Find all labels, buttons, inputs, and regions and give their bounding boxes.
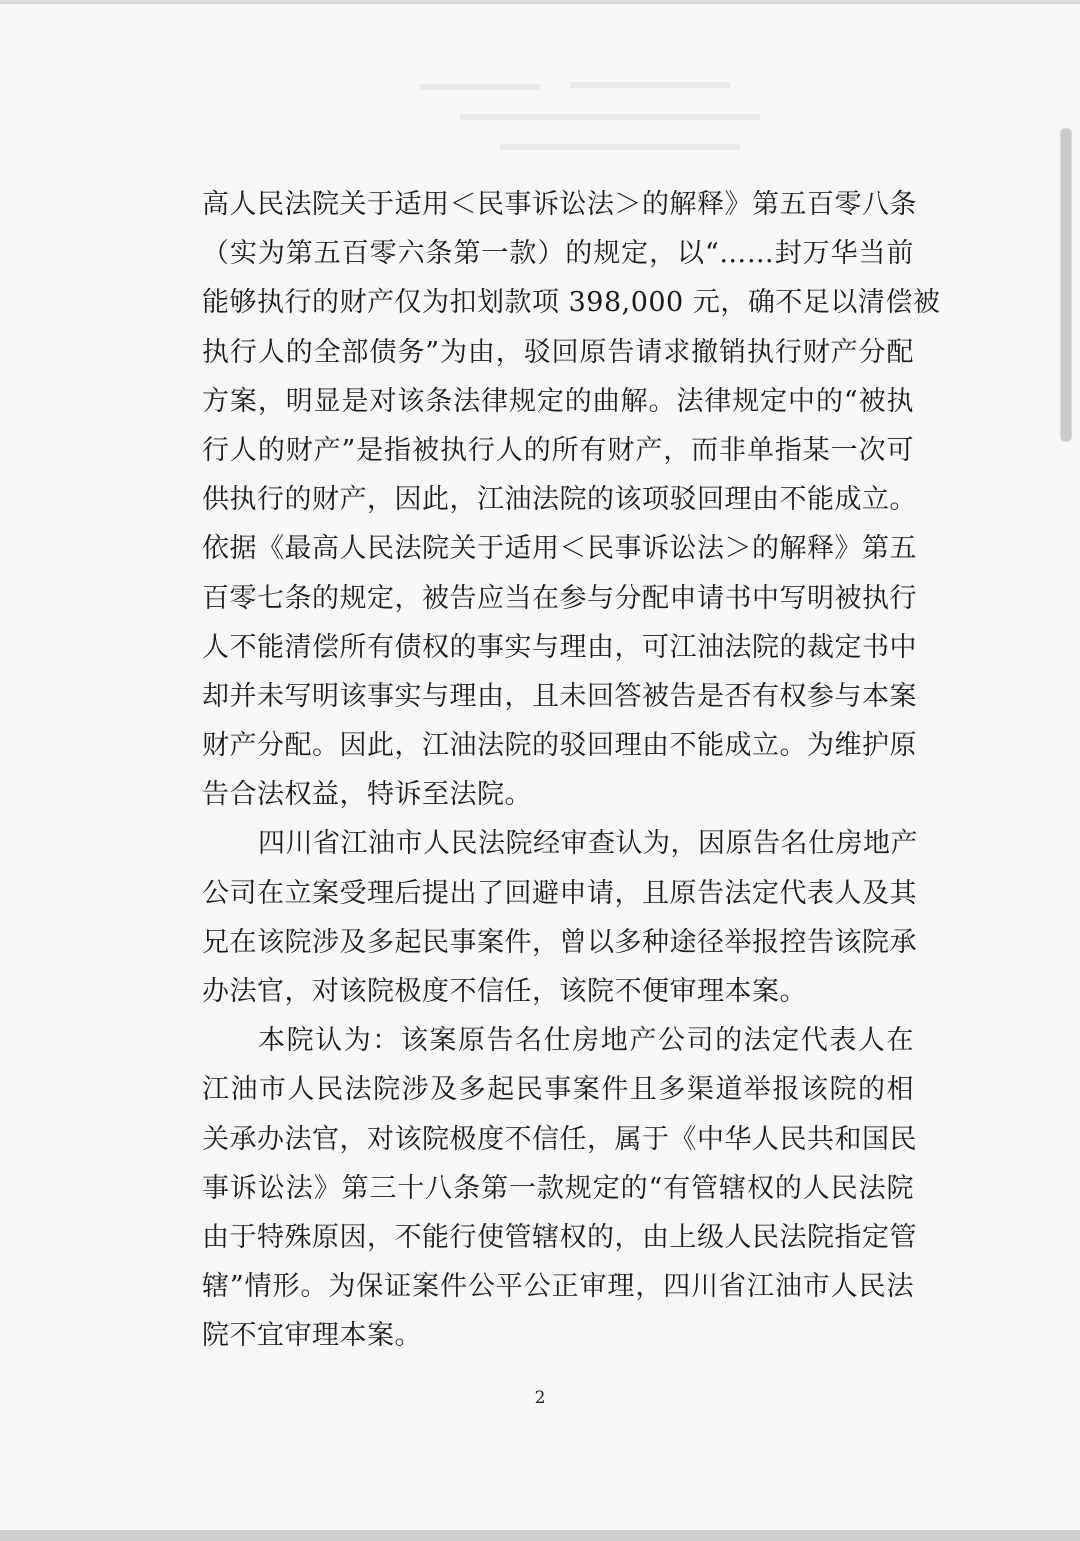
text-line: 方案，明显是对该条法律规定的曲解。法律规定中的“被执 [202, 385, 914, 417]
text-line: 本院认为：该案原告名仕房地产公司的法定代表人在 [258, 1025, 914, 1057]
page-number: 2 [534, 1388, 546, 1408]
text-line: 能够执行的财产仅为扣划款项 398,000 元，确不足以清偿被 [202, 287, 941, 319]
text-line: 辖”情形。为保证案件公平公正审理，四川省江油市人民法 [202, 1271, 914, 1303]
vertical-scrollbar-thumb[interactable] [1060, 128, 1072, 442]
text-line: 四川省江油市人民法院经审查认为，因原告名仕房地产 [258, 828, 918, 860]
text-line: 却并未写明该事实与理由，且未回答被告是否有权参与本案 [202, 680, 917, 712]
text-line: 事诉讼法》第三十八条第一款规定的“有管辖权的人民法院 [202, 1172, 914, 1204]
text-line: 行人的财产”是指被执行人的所有财产，而非单指某一次可 [202, 434, 914, 466]
text-line: 办法官，对该院极度不信任，该院不便审理本案。 [202, 976, 807, 1007]
text-line: 由于特殊原因，不能行使管辖权的，由上级人民法院指定管 [202, 1221, 917, 1253]
text-line: 依据《最高人民法院关于适用＜民事诉讼法＞的解释》第五 [202, 533, 917, 565]
text-line: 院不宜审理本案。 [202, 1320, 422, 1352]
text-line: 财产分配。因此，江油法院的驳回理由不能成立。为维护原 [202, 730, 917, 762]
text-line: 告合法权益，特诉至法院。 [202, 779, 532, 811]
text-line: 百零七条的规定，被告应当在参与分配申请书中写明被执行 [202, 582, 917, 614]
text-line: 兄在该院涉及多起民事案件，曾以多种途径举报控告该院承 [202, 926, 917, 958]
text-line: 公司在立案受理后提出了回避申请，且原告法定代表人及其 [202, 877, 917, 909]
text-line: 关承办法官，对该院极度不信任，属于《中华人民共和国民 [202, 1123, 917, 1155]
viewer-bottom-edge [0, 1530, 1080, 1541]
document-body [202, 180, 941, 1361]
text-line: 高人民法院关于适用＜民事诉讼法＞的解释》第五百零八条 [202, 189, 917, 220]
text-line: 执行人的全部债务”为由，驳回原告请求撤销执行财产分配 [202, 336, 914, 368]
text-line: 江油市人民法院涉及多起民事案件且多渠道举报该院的相 [202, 1074, 914, 1106]
text-line: （实为第五百零六条第一款）的规定，以“……封万华当前 [202, 238, 914, 270]
text-line: 人不能清偿所有债权的事实与理由，可江油法院的裁定书中 [202, 631, 917, 663]
text-line: 供执行的财产，因此，江油法院的该项驳回理由不能成立。 [202, 484, 917, 516]
document-page [0, 4, 1080, 1530]
scan-bleed-through [420, 74, 840, 164]
